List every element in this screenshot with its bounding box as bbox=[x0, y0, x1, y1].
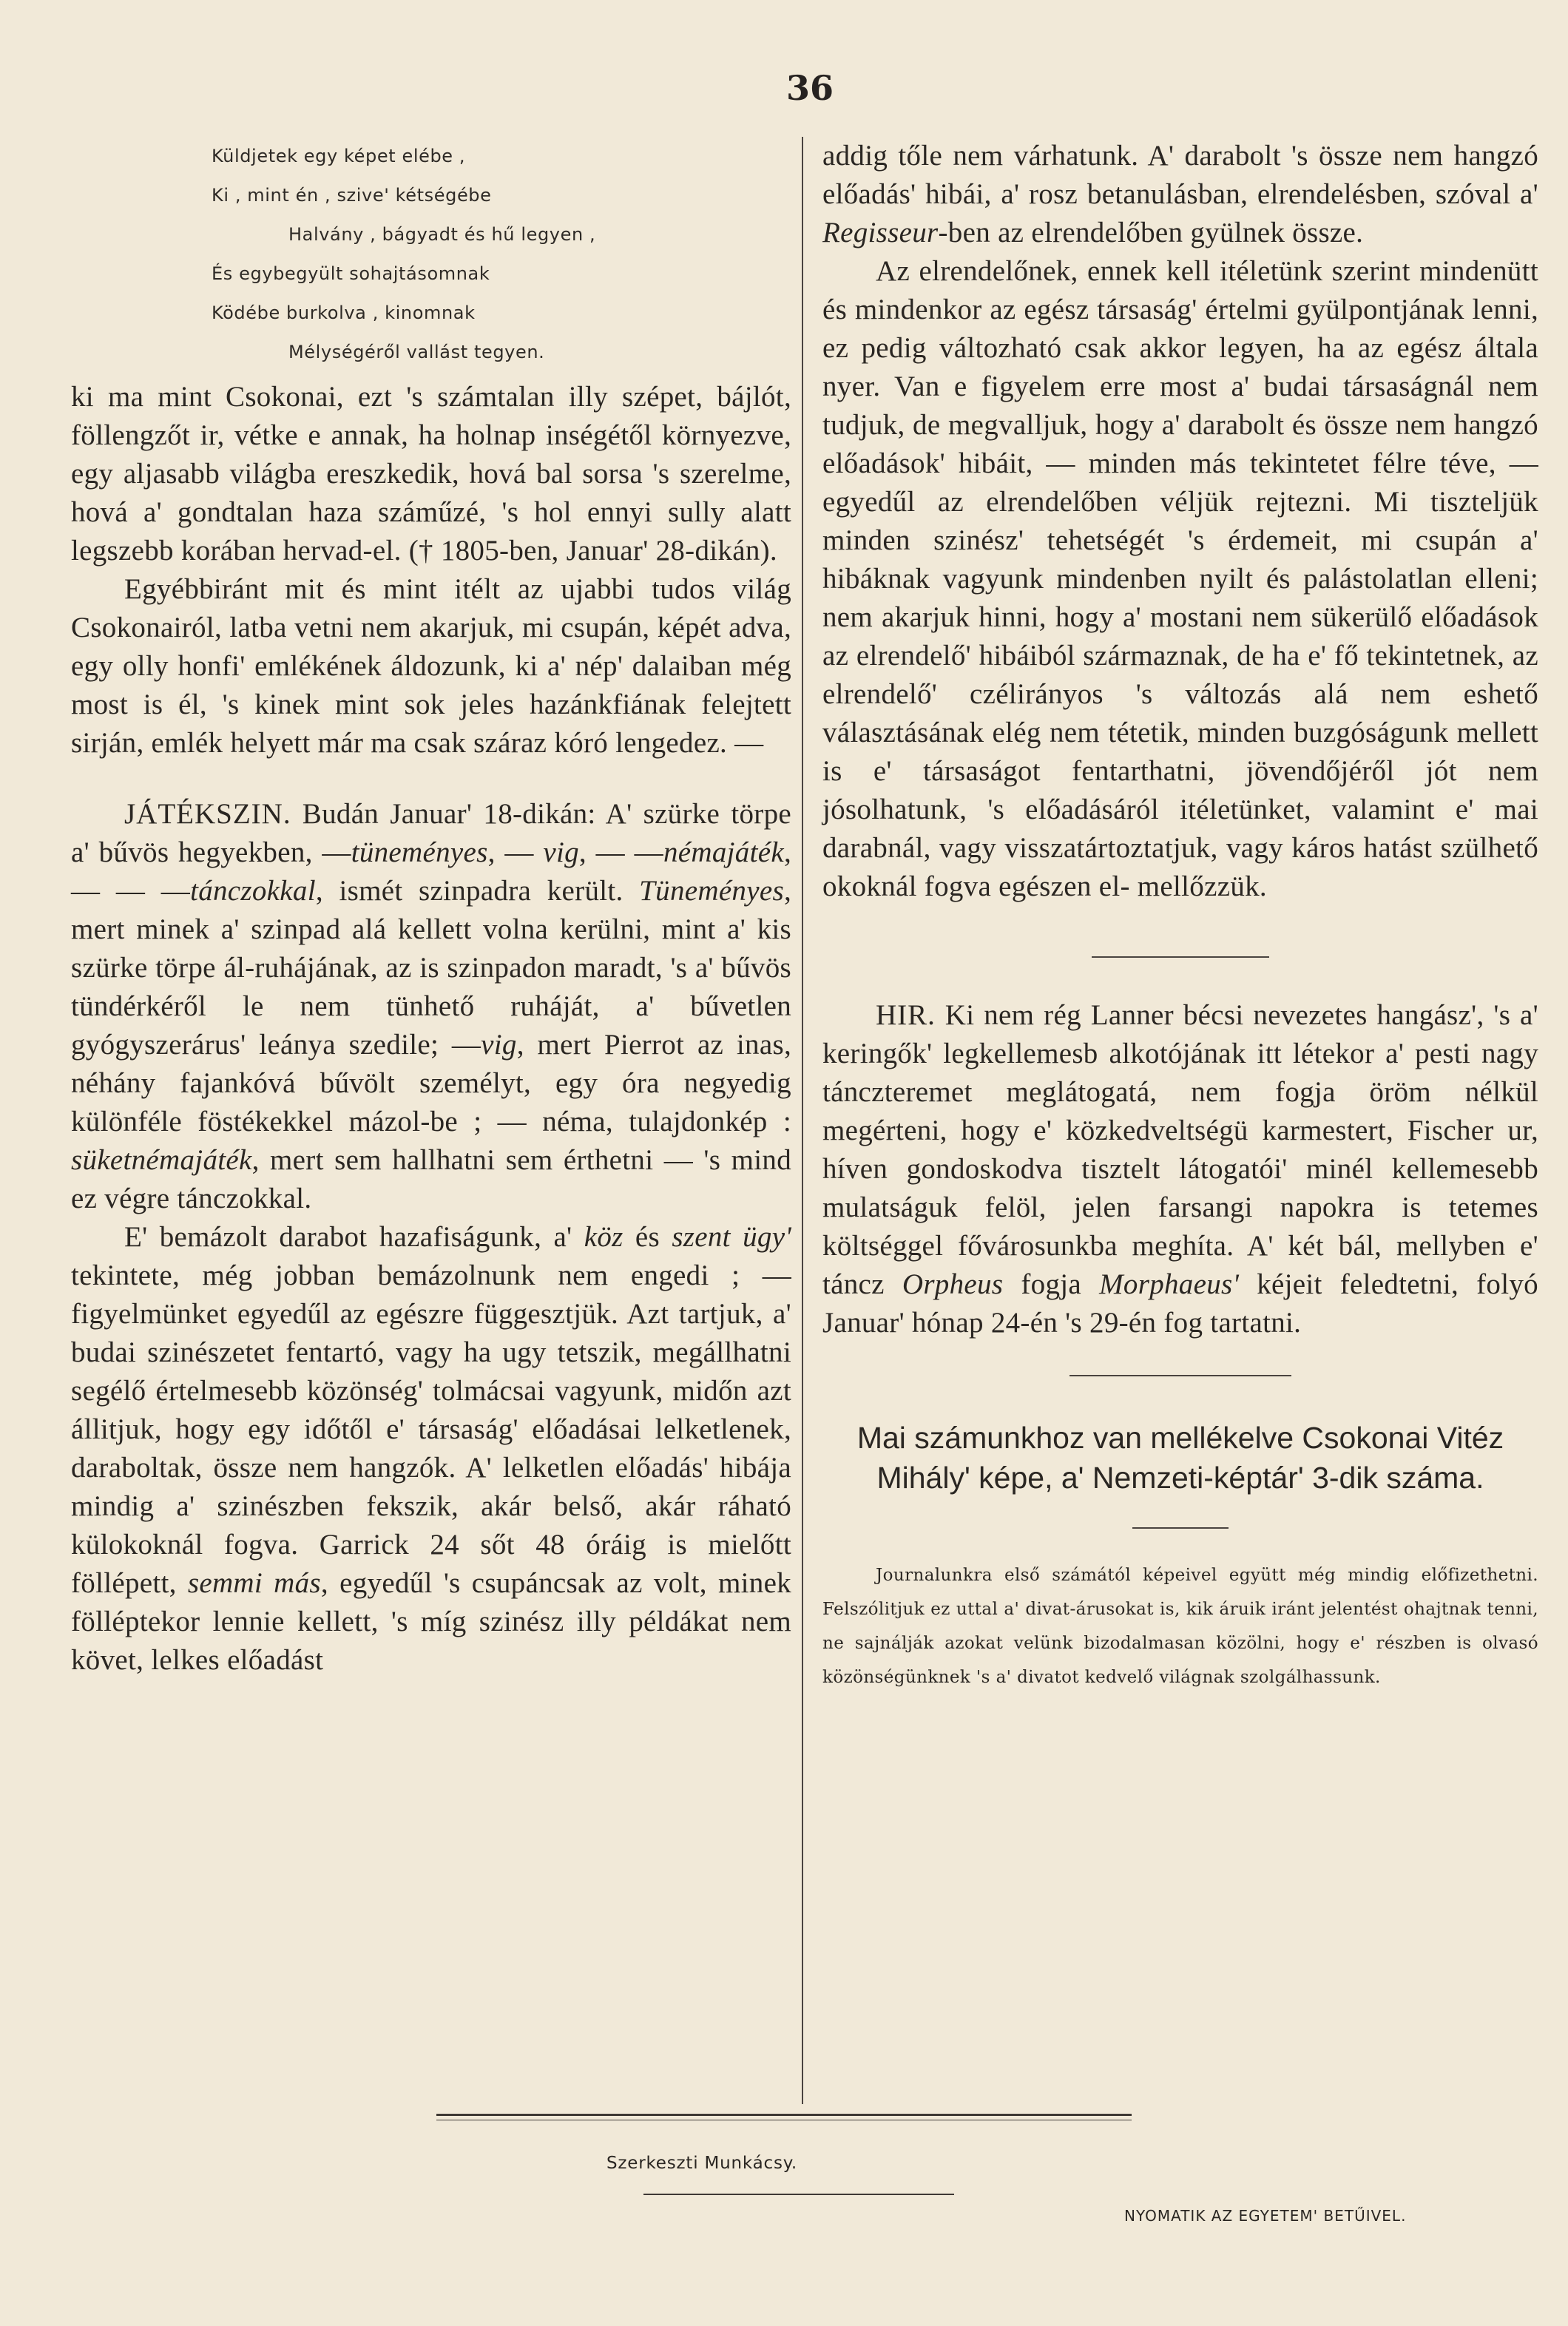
theatre-paragraph-2 bbox=[71, 1218, 791, 1680]
section-divider bbox=[1132, 1527, 1229, 1529]
paragraph-csokonai-2: Egyébbiránt mit és mint itélt az ujabbi tudos világ Csokonairól, latba vetni nem akarjuk, mi csupán, képét adva, egy olly honfi' emlékének áldozunk, ki a' nép' dalaiban még most is él, 's kinek mint sok jeles hazánkfiának felejtett sirján, emlék helyett már ma csak száraz kóró lengedez. — bbox=[71, 573, 791, 759]
paragraph-regisseur bbox=[822, 137, 1538, 252]
italic-run: süketnémajáték bbox=[71, 1144, 252, 1176]
supplement-notice: Mai számunkhoz van mellékelve Csokonai Vitéz Mihály' képe, a' Nemzeti-képtár' 3-dik száma. bbox=[856, 1421, 1504, 1495]
footer-rule bbox=[436, 2114, 1132, 2116]
italic-run: vig bbox=[543, 836, 579, 868]
text-run: , — bbox=[487, 836, 534, 868]
text-run: , mert minek a' szinpad alá kellett volna kerülni, mint a' kis szürke törpe ál-ruhájának, az is szinpadon maradt, 's a' bűvös tündérkéről le nem tünhető ruháját, a' bűvetlen gyógyszerárus' leánya szedile; — bbox=[71, 875, 791, 1061]
italic-run: köz bbox=[584, 1221, 624, 1253]
editor-rule bbox=[643, 2194, 954, 2195]
text-run: fogja bbox=[1021, 1268, 1082, 1300]
section-divider bbox=[1092, 956, 1269, 958]
paragraph-elrendelo: Az elrendelőnek, ennek kell itéletünk szerint mindenütt és mindenkor az egész társaság' értelmi gyülpontjának lenni, ez pedig változható csak akkor legyen, ha az egész általa nyer. Van e figyelem erre most a' budai társaságnál nem tudjuk, de megvalljuk, hogy a' darabolt és össze nem hangzó előadások' hibáit, — minden más tekintetet félre téve, — egyedűl az elrendelőben véljük rejtezni. Mi tiszteljük minden szinész' tehetségét 's érdemeit, mi csupán a' hibáknak vagyunk mindenben nyilt és palástolatlan elleni; nem akarjuk hinni, hogy a' mostani nem sükerülő előadások az elrendelő' hibáiból származnak, de ha e' fő tekintetnek, az elrendelő' czélirányos 's változás alá nem eshető választásának elég nem tétetik, minden buzgóságunk mellett is e' társaságot fentarthatni, jövendőjéről jót nem jósolhatunk, 's előadásáról itéletünket, valamint e' mai darabnál, vagy visszatártoztatjuk, vagy káros hatást szülhető okoknál fogva egészen el- mellőzzük. bbox=[822, 255, 1538, 902]
text-run: E' bemázolt darabot hazafiságunk, a' bbox=[124, 1221, 572, 1253]
page-number: 36 bbox=[785, 68, 834, 108]
editor-credit: Szerkeszti Munkácsy. bbox=[606, 2154, 797, 2173]
text-run: Budán Januar' 18-dikán: A' szürke törpe a' bűvös hegyekben, — bbox=[71, 798, 791, 868]
left-column bbox=[71, 137, 791, 1680]
poem-block bbox=[71, 137, 791, 372]
text-run: addig tőle nem várhatunk. A' darabolt 's össze nem hangzó előadás' hibái, a' rosz betanulásban, elrendelésben, szóval a' bbox=[822, 140, 1538, 210]
italic-run: szent ügy' bbox=[672, 1221, 791, 1253]
right-column bbox=[822, 137, 1538, 1694]
text-run: , mert Pierrot az inas, néhány fajankóvá bűvölt személyt, egy óra negyedig különféle föstékekkel mázol-be ; — néma, tulajdonkép : bbox=[71, 1029, 791, 1137]
section-heading-news: HIR. bbox=[876, 999, 936, 1031]
text-run: , mert sem hallhatni sem érthetni — 's mind ez végre tánczokkal. bbox=[71, 1144, 791, 1214]
poem-line: Ki , mint én , szive' kétségébe bbox=[212, 185, 492, 206]
poem-line: Halvány , bágyadt és hű legyen , bbox=[288, 224, 596, 245]
section-divider bbox=[1069, 1375, 1291, 1376]
italic-run: tánczokkal bbox=[190, 875, 316, 907]
italic-run: tüneményes bbox=[351, 836, 488, 868]
column-divider bbox=[802, 137, 803, 2104]
text-run: és bbox=[635, 1221, 660, 1253]
text-run: tekintete, még jobban bemázolnunk nem engedi ; — figyelmünket egyedűl az egészre függesztjük. Azt tartjuk, a' budai szinészetet fentartó, vagy ha ugy tetszik, megállhatni segélő értelmesebb közönség' tolmácsai vagyunk, midőn azt állitjuk, hogy egy időtől e' társaság' előadásai lelketlenek, daraboltak, össze nem hangzók. A' lelketlen előadás' hibája mindig a' szinészben fekszik, akár belső, akár ráható külokoknál fogva. Garrick 24 sőt 48 óráig is mielőtt föllépett, bbox=[71, 1260, 791, 1599]
italic-run: Morphaeus' bbox=[1099, 1268, 1240, 1300]
printer-credit: NYOMATIK AZ EGYETEM' BETŰIVEL. bbox=[1124, 2207, 1407, 2225]
text-run: , ismét szinpadra került. bbox=[315, 875, 624, 907]
poem-line: És egybegyült sohajtásomnak bbox=[212, 263, 490, 284]
italic-run: némajáték bbox=[663, 836, 784, 868]
theatre-paragraph-1 bbox=[71, 795, 791, 1218]
italic-run: Tüneményes bbox=[639, 875, 784, 907]
text-run: , egyedűl 's csupáncsak az volt, minek fölléptekor lennie kellett, 's míg szinész illy példákat nem követ, lelkes előadást bbox=[71, 1567, 791, 1676]
poem-line: Mélységéről vallást tegyen. bbox=[288, 342, 545, 362]
italic-run: Orpheus bbox=[902, 1268, 1004, 1300]
section-heading-theatre: JÁTÉKSZIN. bbox=[124, 798, 291, 830]
text-run: kéjeit feledtetni, folyó Januar' hónap 24-én 's 29-én fog tartatni. bbox=[822, 1268, 1538, 1339]
subscription-notice: Journalunkra első számától képeivel együtt még mindig előfizethetni. Felszólitjuk ez uttal a' divat-árusokat is, kik áruik iránt jelentést ohajtnak tenni, ne sajnálják azokat velünk bizodalmasan közölni, hogy e' részben is olvasó közönségünknek 's a' divatot kedvelő világnak szolgálhassunk. bbox=[822, 1566, 1538, 1687]
text-run: , — — bbox=[578, 836, 663, 868]
italic-run: semmi más bbox=[187, 1567, 321, 1599]
poem-line: Ködébe burkolva , kinomnak bbox=[212, 302, 476, 323]
paragraph-csokonai: ki ma mint Csokonai, ezt 's számtalan illy szépet, bájlót, föllengzőt ir, vétke e annak, ha holnap inségétől környezve, egy aljasabb világba ereszkedik, hová bal sorsa 's szerelme, hová a' gondtalan haza száműzé, 's hol ennyi sully alatt legszebb korában hervad-el. († 1805-ben, Januar' 28-dikán). bbox=[71, 381, 791, 567]
italic-run: vig bbox=[481, 1029, 517, 1061]
italic-run: Regisseur bbox=[822, 217, 939, 249]
text-run: , — — — bbox=[71, 836, 791, 907]
news-paragraph bbox=[822, 996, 1538, 1342]
poem-line: Küldjetek egy képet elébe , bbox=[212, 146, 466, 166]
text-run: -ben az elrendelőben gyülnek össze. bbox=[938, 217, 1364, 249]
text-run: Ki nem rég Lanner bécsi nevezetes hangász', 's a' keringők' legkellemesb alkotójának itt létekor a' pesti nagy tánczteremet meglátogatá, nem fogja öröm nélkül megérteni, hogy e' közkedveltségü karmestert, Fischer ur, híven gondoskodva tisztelt látogatói' minél kellemesebb mulatságuk felöl, jelen farsangi napokra is tetemes költséggel fővárosunkba meghíta. A' két bál, mellyben e' táncz bbox=[822, 999, 1538, 1300]
